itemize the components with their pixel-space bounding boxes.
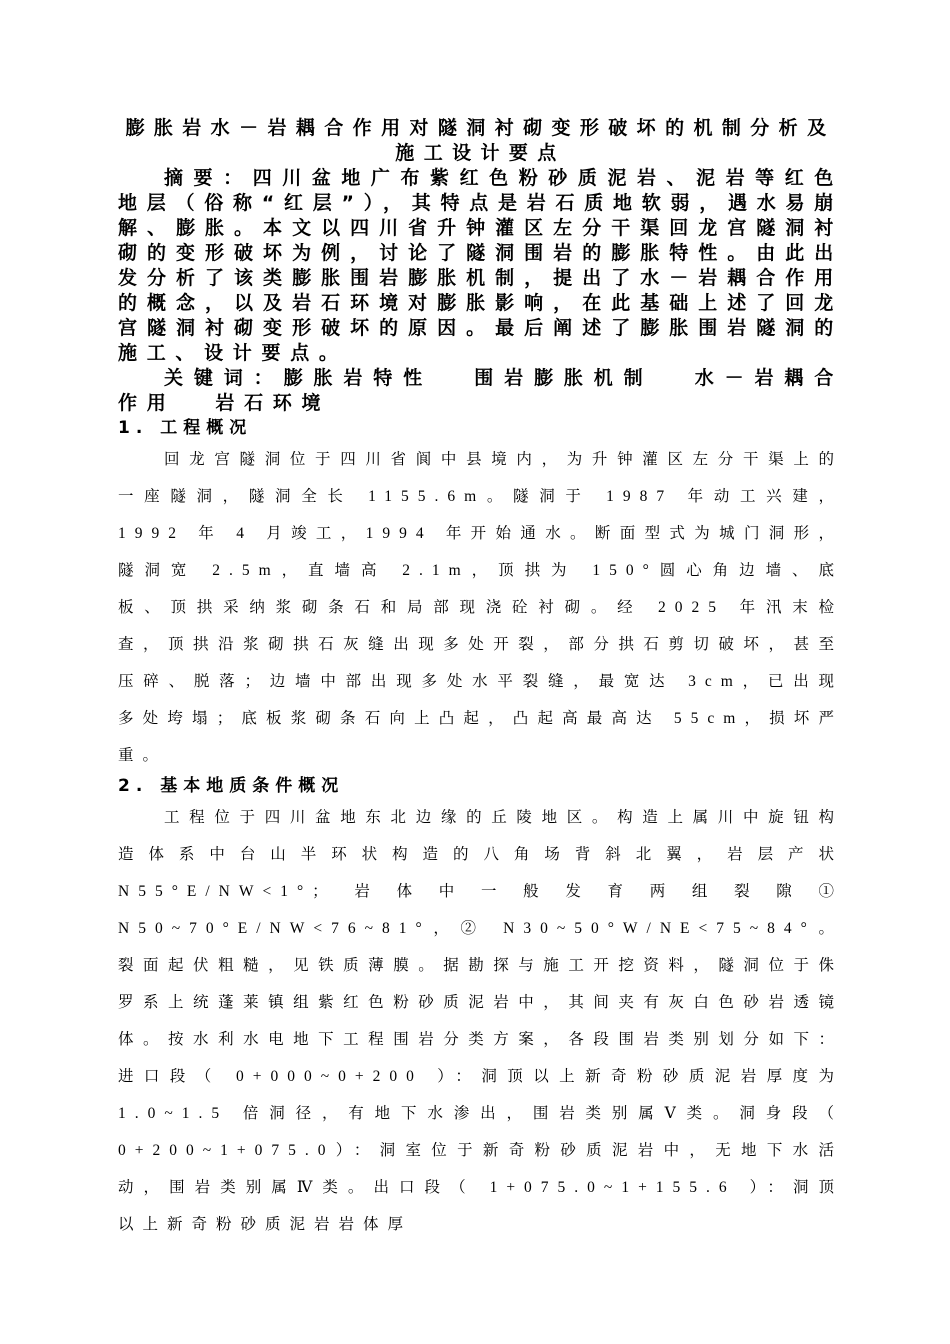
section-heading-geology: 2. 基本地质条件概况 [118,776,345,796]
keywords-label: 关键词： [164,367,284,389]
keywords [118,366,843,416]
keyword-4: 岩石环境 [215,392,331,414]
abstract-text: 四川盆地广布紫红色粉砂质泥岩、泥岩等红色地层（俗称“红层”），其特点是岩石质地软弱，遇水易崩解、膨胀。本文以四川省升钟灌区左分干渠回龙宫隧洞衬砌的变形破坏为例，讨论了隧洞围岩的膨胀特性。由此出发分析了该类膨胀围岩膨胀机制，提出了水－岩耦合作用的概念，以及岩石环境对膨胀影响，在此基础上述了回龙宫隧洞衬砌变形破坏的原因。最后阐述了膨胀围岩隧洞的施工、设计要点。 [118,167,843,364]
document-title: 膨胀岩水－岩耦合作用对隧洞衬砌变形破坏的机制分析及施工设计要点 [125,117,836,164]
keyword-1: 膨胀岩特性 [283,367,434,389]
keyword-3: 水－岩耦合作用 [118,367,843,414]
section-body-geology: 工程位于四川盆地东北边缘的丘陵地区。构造上属川中旋钮构造体系中台山半环状构造的八角场背斜北翼，岩层产状 N55°E/NW<1°；岩体中一般发育两组裂隙① N50~70°E/NW<76~81°，② N30~50°W/NE<75~84°。裂面起伏粗糙，见铁质薄膜。据勘探与施工开挖资料，隧洞位于侏罗系上统蓬莱镇组紫红色粉砂质泥岩中，其间夹有灰白色砂岩透镜体。按水利水电地下工程围岩分类方案，各段围岩类别划分如下：进口段（ 0+000~0+200 ）：洞顶以上新奇粉砂质泥岩厚度为 1.0~1.5 倍洞径，有地下水渗出，围岩类别属Ⅴ类。洞身段（ 0+200~1+075.0）：洞室位于新奇粉砂质泥岩中，无地下水活动，围岩类别属Ⅳ类。出口段（ 1+075.0~1+155.6 ）：洞顶以上新奇粉砂质泥岩岩体厚 [118,809,843,1233]
abstract-label: 摘要： [164,167,253,189]
document-page [118,116,843,1243]
abstract [118,166,843,366]
section-heading-project-overview: 1. 工程概况 [118,418,253,438]
keyword-2: 围岩膨胀机制 [473,367,654,389]
section-body-project-overview: 回龙宫隧洞位于四川省阆中县境内，为升钟灌区左分干渠上的一座隧洞，隧洞全长 1155.6m。隧洞于 1987 年动工兴建，1992 年 4 月竣工，1994 年开始通水。断面型式为城门洞形，隧洞宽 2.5m，直墙高 2.1m，顶拱为 150°圆心角边墙、底板、顶拱采纳浆砌条石和局部现浇砼衬砌。经 2025 年汛末检查，顶拱沿浆砌拱石灰缝出现多处开裂，部分拱石剪切破坏，甚至压碎、脱落；边墙中部出现多处水平裂缝，最宽达 3cm，已出现多处垮塌；底板浆砌条石向上凸起，凸起高最高达 55cm，损坏严重。 [118,451,843,764]
